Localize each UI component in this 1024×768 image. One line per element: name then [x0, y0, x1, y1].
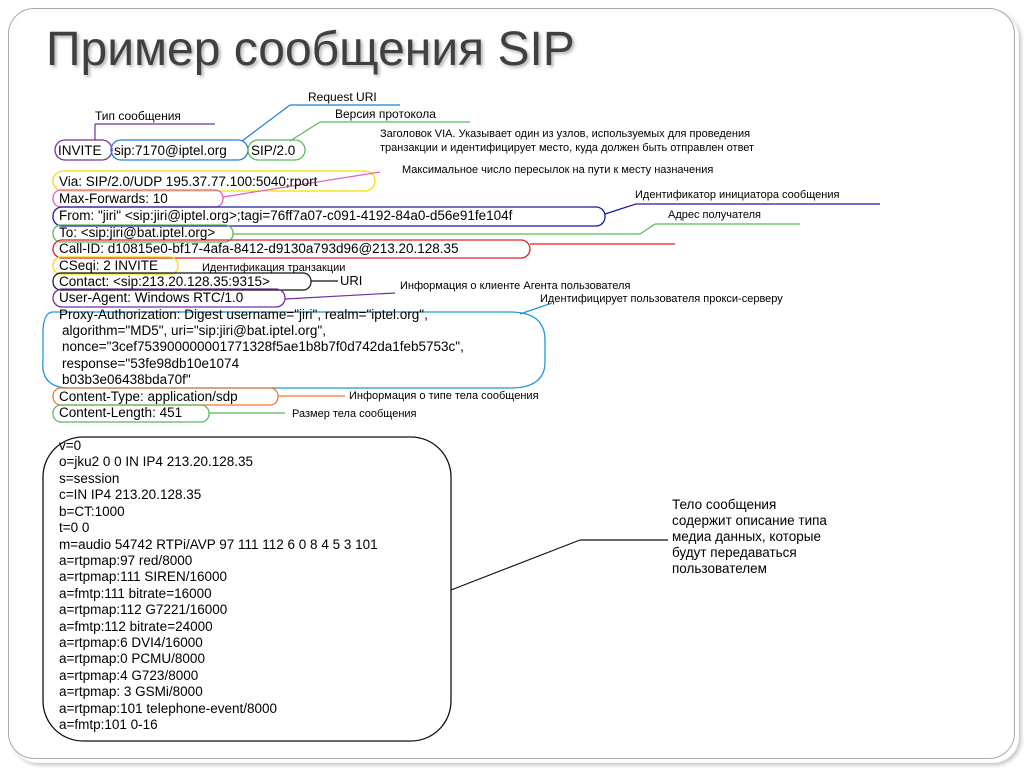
- sdp-line: a=fmtp:101 0-16: [59, 717, 158, 732]
- sdp-line: s=session: [59, 471, 120, 486]
- body-note-line: будут передаваться: [672, 545, 797, 560]
- label-via-header: транзакции и идентифицирует место, куда должен быть отправлен ответ: [380, 142, 755, 154]
- sdp-line: t=0 0: [59, 520, 90, 535]
- sdp-line: a=rtpmap:0 PCMU/8000: [59, 651, 205, 666]
- proxy-auth-line: response="53fe98db10e1074: [62, 356, 240, 371]
- label-body-size: Размер тела сообщения: [292, 408, 417, 420]
- from-header: From: "jiri" <sip:jiri@iptel.org>;tagi=76ff7a07-c091-4192-84a0-d56e91fe104f: [59, 208, 513, 223]
- label-recipient: Адрес получателя: [668, 209, 761, 221]
- label-protocol-version: Версия протокола: [335, 107, 436, 121]
- sdp-line: a=rtpmap:112 G7221/16000: [59, 602, 228, 617]
- sdp-line: a=rtpmap:101 telephone-event/8000: [59, 701, 278, 716]
- content-type-header: Content-Type: application/sdp: [59, 389, 238, 404]
- body-note-line: содержит описание типа: [672, 513, 827, 528]
- sdp-line: a=rtpmap:4 G723/8000: [59, 668, 199, 683]
- sdp-line: a=rtpmap:97 red/8000: [59, 553, 193, 568]
- proxy-auth-line: nonce="3cef753900000001771328f5ae1b8b7f0d742da1feb5753c",: [62, 339, 464, 354]
- max-forwards-header: Max-Forwards: 10: [59, 191, 168, 206]
- sdp-line: o=jku2 0 0 IN IP4 213.20.128.35: [59, 454, 254, 469]
- label-uri: URI: [340, 273, 363, 288]
- proxy-auth-line: Proxy-Authorization: Digest username="jiri", realm="iptel.org",: [59, 307, 428, 322]
- contact-header: Contact: <sip:213.20.128.35:9315>: [59, 274, 270, 289]
- user-agent-header: User-Agent: Windows RTC/1.0: [59, 290, 244, 305]
- label-message-type: Тип сообщения: [95, 109, 181, 123]
- sip-version: SIP/2.0: [251, 143, 296, 158]
- body-note-line: Тело сообщения: [672, 497, 777, 512]
- version-connector: [290, 122, 320, 141]
- slide-title: Пример сообщения SIP: [46, 23, 575, 76]
- label-via-header: Заголовок VIA. Указывает один из узлов, используемых для проведения: [380, 128, 751, 140]
- label-caller-id: Идентификатор инициатора сообщения: [635, 189, 840, 201]
- sdp-line: v=0: [59, 438, 82, 453]
- user-agent-connector: [285, 293, 395, 299]
- label-transaction-id: Идентификация транзакции: [202, 262, 346, 274]
- label-content-type-info: Информация о типе тела сообщения: [349, 390, 539, 402]
- sdp-line: b=CT:1000: [59, 504, 125, 519]
- label-user-agent-info: Информация о клиенте Агента пользователя: [400, 280, 631, 292]
- body-note-line: пользователем: [672, 561, 767, 576]
- cseq-header: CSeqi: 2 INVITE: [59, 258, 159, 273]
- request-uri-connector: [242, 105, 290, 141]
- to-header: To: <sip:jiri@bat.iptel.org>: [59, 225, 216, 240]
- call-id-header: Call-ID: d10815e0-bf17-4afa-8412-d9130a793d96@213.20.128.35: [59, 241, 459, 256]
- invite-method: INVITE: [58, 143, 102, 158]
- label-proxy-ident: Идентифицирует пользователя прокси-серверу: [540, 293, 783, 305]
- proxy-auth-line: algorithm="MD5", uri="sip:jiri@bat.iptel.org",: [62, 323, 326, 338]
- label-request-uri: Request URI: [308, 90, 377, 104]
- via-header: Via: SIP/2.0/UDP 195.37.77.100:5040;rport: [59, 174, 318, 189]
- sdp-line: a=rtpmap: 3 GSMi/8000: [59, 684, 203, 699]
- body-note-connector: [451, 540, 580, 590]
- from-connector: [605, 204, 636, 214]
- request-uri: sip:7170@iptel.org: [114, 143, 227, 158]
- body-note-line: медиа данных, которые: [672, 529, 821, 544]
- sdp-line: m=audio 54742 RTPi/AVP 97 111 112 6 0 8 4 5 3 101: [59, 537, 378, 552]
- content-length-header: Content-Length: 451: [59, 405, 183, 420]
- sdp-line: a=fmtp:112 bitrate=24000: [59, 619, 213, 634]
- sdp-line: a=rtpmap:6 DVI4/16000: [59, 635, 203, 650]
- sdp-line: c=IN IP4 213.20.128.35: [59, 487, 202, 502]
- label-max-forwards: Максимальное число пересылок на пути к месту назначения: [402, 164, 714, 176]
- proxy-auth-line: b03b3e06438bda70f": [62, 372, 191, 387]
- sdp-line: a=rtpmap:111 SIREN/16000: [59, 569, 227, 584]
- sdp-line: a=fmtp:111 bitrate=16000: [59, 586, 212, 601]
